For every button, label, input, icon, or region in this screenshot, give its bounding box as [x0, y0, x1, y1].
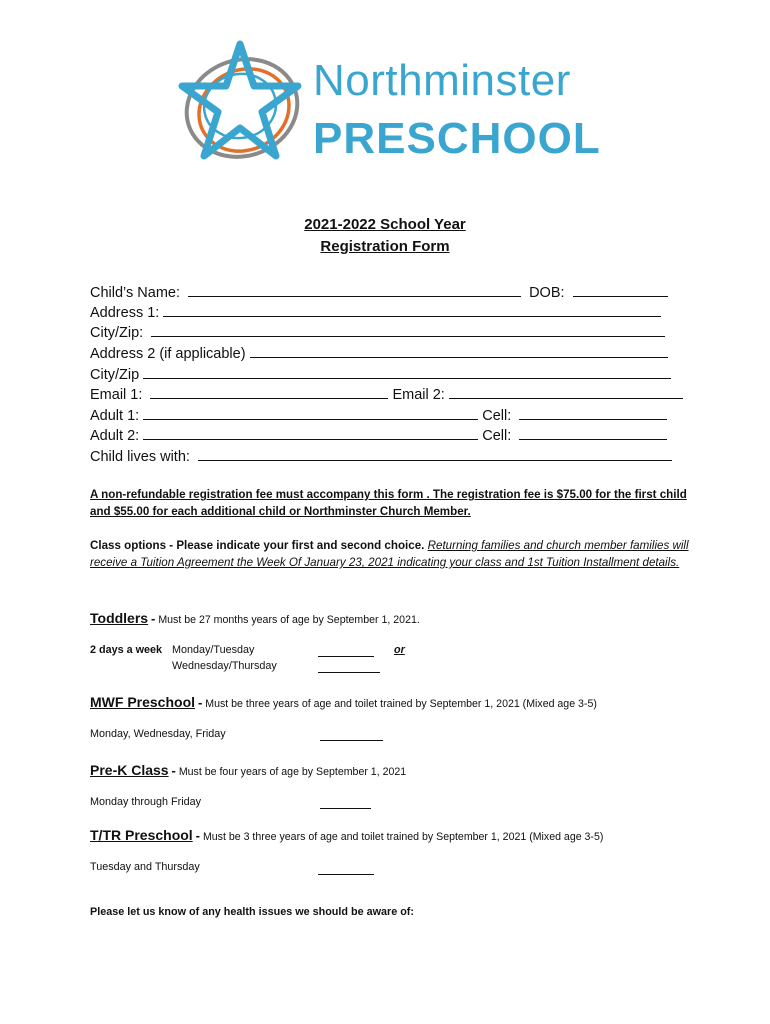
address2-label: Address 2 (if applicable)	[90, 346, 246, 362]
adult2-cell-input[interactable]	[519, 426, 667, 440]
email2-label: Email 2:	[392, 387, 445, 403]
form-title-year: 2021-2022 School Year	[304, 216, 466, 233]
cityzip2-label: City/Zip	[90, 367, 140, 383]
toddlers-schedule-label: 2 days a week	[90, 644, 163, 656]
address2-row	[90, 344, 668, 363]
ttr-requirement: Must be 3 three years of age and toilet trained by September 1, 2021 (Mixed age 3-5)	[202, 831, 604, 843]
brand-name-line2: PRESCHOOL	[313, 114, 601, 163]
prek-choice[interactable]	[320, 808, 371, 809]
adult2-row	[90, 426, 667, 445]
adult1-cell-label: Cell:	[482, 408, 512, 424]
class-options-heading: Class options - Please indicate your first and second choice.	[90, 539, 425, 552]
toddlers-title: Toddlers	[90, 610, 149, 626]
mwf-choice[interactable]	[320, 740, 383, 741]
ttr-days: Tuesday and Thursday	[90, 861, 200, 873]
ttr-heading-row	[90, 827, 603, 843]
child-name-label: Child’s Name:	[90, 285, 180, 301]
toddlers-option-mon-tue: Monday/Tuesday	[172, 644, 255, 656]
adult1-cell-input[interactable]	[519, 406, 667, 420]
prek-title: Pre-K Class	[90, 762, 169, 778]
dob-input[interactable]	[573, 283, 668, 297]
adult1-label: Adult 1:	[90, 408, 140, 424]
dob-label: DOB:	[529, 285, 565, 301]
address1-input[interactable]	[163, 303, 661, 317]
cityzip2-input[interactable]	[143, 365, 671, 379]
cityzip1-label: City/Zip:	[90, 325, 144, 341]
email1-label: Email 1:	[90, 387, 143, 403]
child-name-row	[90, 283, 668, 302]
toddlers-heading-row	[90, 610, 420, 626]
cityzip1-row	[90, 323, 665, 342]
prek-heading-row	[90, 762, 406, 778]
mwf-title: MWF Preschool	[90, 694, 196, 710]
form-title: Registration Form	[320, 238, 450, 255]
toddlers-or: or	[394, 644, 405, 656]
fee-notice: A non-refundable registration fee must accompany this form . The registration fee is $75.00 for the first child and $55.00 for each additional child or Northminster Church Member.	[90, 488, 687, 518]
prek-days: Monday through Friday	[90, 796, 202, 808]
mwf-requirement: Must be three years of age and toilet trained by September 1, 2021 (Mixed age 3-5)	[205, 698, 597, 710]
health-issues-prompt: Please let us know of any health issues we should be aware of:	[90, 906, 415, 918]
mwf-heading-row	[90, 694, 597, 710]
class-options-note	[90, 537, 690, 571]
toddlers-mon-tue-choice[interactable]	[318, 656, 374, 657]
star-logo-icon	[176, 38, 308, 168]
lives-with-label: Child lives with:	[90, 449, 190, 465]
adult1-row	[90, 406, 667, 425]
adult2-cell-label: Cell:	[482, 428, 512, 444]
returning-families-note: Returning families and church member families will receive a Tuition Agreement the Week Of January 23, 2021 indicating your class and 1st Tuition Installment details.	[90, 539, 689, 569]
toddlers-dash: -	[151, 611, 156, 626]
prek-dash: -	[171, 763, 176, 778]
toddlers-wed-thu-choice[interactable]	[318, 672, 380, 673]
ttr-choice[interactable]	[318, 874, 374, 875]
email1-input[interactable]	[150, 385, 388, 399]
mwf-days: Monday, Wednesday, Friday	[90, 728, 226, 740]
toddlers-option-wed-thu: Wednesday/Thursday	[172, 660, 277, 672]
child-name-input[interactable]	[188, 283, 521, 297]
lives-with-row	[90, 447, 672, 466]
brand-name-line1: Northminster	[313, 56, 571, 105]
adult1-input[interactable]	[143, 406, 478, 420]
lives-with-input[interactable]	[198, 447, 672, 461]
address1-row	[90, 303, 661, 322]
address1-label: Address 1:	[90, 305, 160, 321]
ttr-dash: -	[195, 828, 200, 843]
adult2-input[interactable]	[143, 426, 478, 440]
ttr-title: T/TR Preschool	[90, 827, 193, 843]
cityzip1-input[interactable]	[151, 323, 665, 337]
email-row	[90, 385, 683, 404]
toddlers-requirement: Must be 27 months years of age by September 1, 2021.	[158, 614, 420, 626]
adult2-label: Adult 2:	[90, 428, 140, 444]
address2-input[interactable]	[250, 344, 668, 358]
cityzip2-row	[90, 365, 671, 384]
mwf-dash: -	[197, 695, 203, 710]
prek-requirement: Must be four years of age by September 1, 2021	[178, 766, 407, 778]
email2-input[interactable]	[449, 385, 683, 399]
